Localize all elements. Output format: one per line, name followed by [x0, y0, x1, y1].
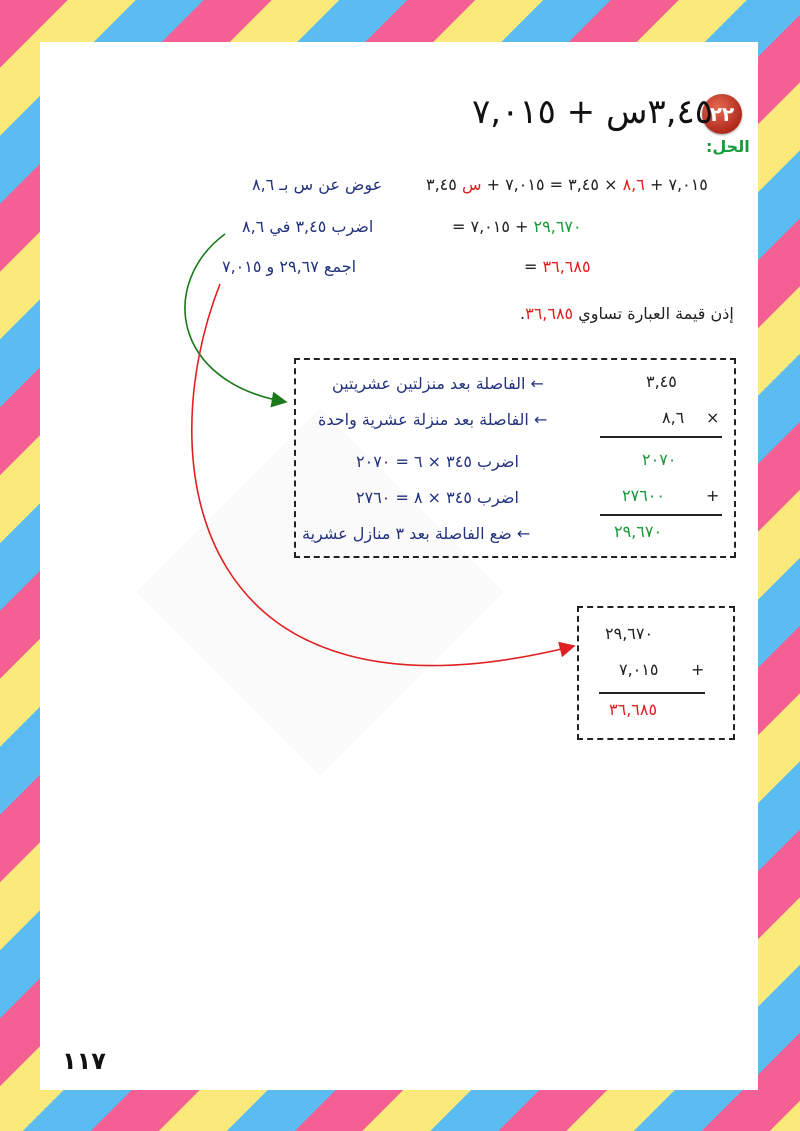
step-3-note: اجمع ٢٩,٦٧ و ٧,٠١٥ — [222, 257, 357, 276]
mult-row-4-number: ٢٧٦٠٠ — [622, 486, 665, 505]
conclusion-value: ٣٦,٦٨٥ — [525, 304, 574, 323]
mult-row-3-number: ٢٠٧٠ — [642, 450, 677, 469]
mult-row-5-note: ← ضع الفاصلة بعد ٣ منازل عشرية — [302, 524, 531, 543]
mult-row-1-note: ← الفاصلة بعد منزلتين عشريتين — [332, 374, 544, 393]
add-row-2: ٧,٠١٥ — [619, 660, 659, 679]
step-2-work: = ٢٩,٦٧٠ + ٧,٠١٥ — [452, 217, 582, 236]
page — [40, 42, 758, 1090]
conclusion-text: إذن قيمة العبارة تساوي — [578, 304, 734, 323]
mult-row-2-note: ← الفاصلة بعد منزلة عشرية واحدة — [318, 410, 548, 429]
step-1-note: عوض عن س بـ ٨,٦ — [252, 175, 383, 194]
problem-expression: ٣,٤٥س + ٧,٠١٥ — [472, 92, 714, 132]
mult-row-2-number: ٨,٦ — [662, 408, 685, 427]
step-3-work: = ٣٦,٦٨٥ — [524, 257, 591, 276]
mult-row-5-number: ٢٩,٦٧٠ — [614, 522, 663, 541]
conclusion-end: . — [520, 304, 526, 323]
mult-row-3-note: اضرب ٣٤٥ × ٦ = ٢٠٧٠ — [356, 452, 519, 471]
step-2-note: اضرب ٣,٤٥ في ٨,٦ — [242, 217, 374, 236]
add-row-1: ٢٩,٦٧٠ — [605, 624, 654, 643]
page-number: ١١٧ — [62, 1047, 106, 1075]
add-operator: + — [691, 660, 705, 679]
solution-label: الحل: — [706, 137, 750, 156]
mult-row-4-note: اضرب ٣٤٥ × ٨ = ٢٧٦٠ — [356, 488, 519, 507]
step-1-work: ٧,٠١٥ + ٨,٦ × ٣,٤٥ = ٧,٠١٥ + س ٣,٤٥ — [426, 175, 708, 194]
add-result: ٣٦,٦٨٥ — [609, 700, 658, 719]
mult-row-4-operator: + — [706, 486, 720, 505]
red-arrow — [192, 284, 574, 666]
connector-arrows — [40, 42, 758, 1090]
green-arrow — [185, 234, 286, 402]
mult-row-1-number: ٣,٤٥ — [646, 372, 677, 391]
mult-row-2-operator: × — [706, 408, 720, 427]
problem-number-badge: ٢٢ — [702, 94, 742, 134]
